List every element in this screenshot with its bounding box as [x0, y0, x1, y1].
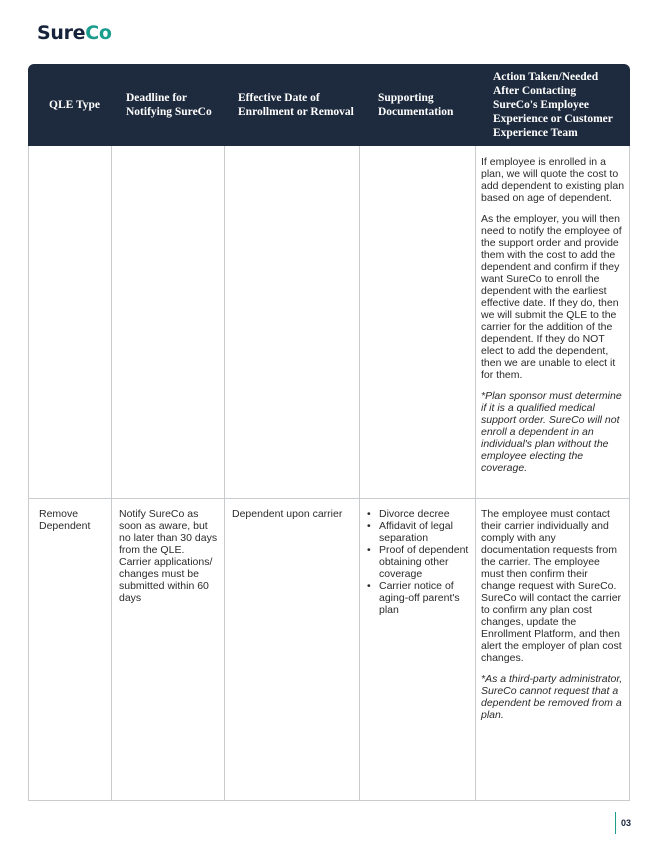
table-header	[28, 64, 630, 146]
header-effective-date: Effective Date of Enrollment or Removal	[238, 92, 354, 118]
table-body	[28, 146, 630, 801]
header-supporting-docs: Supporting Documentation	[378, 92, 454, 118]
column-divider	[359, 146, 360, 800]
header-qle-type: QLE Type	[49, 99, 101, 111]
docs-list-item: • Affidavit of legal separation	[367, 520, 471, 544]
row1-action-p2: As the employer, you will then need to notify the employee of the support order and provide them with the cost to add the dependent and confirm if they want SureCo to enroll the dependent with the earliest effective date. If they do, then we will submit the QLE to the carrier for the addition of the dependent. If they do NOT elect to add the dependent, then we are unable to elect it for them.	[481, 213, 622, 381]
docs-list-item: • Divorce decree	[367, 508, 471, 520]
header-action-taken: Action Taken/Needed After Contacting SureCo's Employee Experience or Customer Experience Team	[493, 71, 613, 139]
logo-co: Co	[85, 22, 112, 44]
docs-list-item: • Proof of dependent obtaining other coverage	[367, 544, 471, 580]
qle-table	[28, 64, 630, 801]
row1-action-note: *Plan sponsor must determine if it is a qualified medical support order. SureCo will not enroll a dependent in an individual's plan without the employee electing the coverage.	[481, 390, 622, 474]
row1-action-cell	[481, 156, 625, 483]
row2-effective-date: Dependent upon carrier	[232, 508, 343, 520]
row2-docs-cell	[367, 508, 471, 616]
row2-qle-type: Remove Dependent	[39, 508, 91, 532]
column-divider	[475, 146, 476, 800]
docs-list-item: • Carrier notice of aging-off parent's plan	[367, 580, 471, 616]
page-number: 03	[615, 812, 631, 834]
row2-deadline: Notify SureCo as soon as aware, but no later than 30 days from the QLE. Carrier applications/ changes must be submitted within 60 days	[119, 508, 218, 604]
header-deadline: Deadline for Notifying SureCo	[126, 92, 212, 118]
logo-sure: Sure	[37, 22, 86, 44]
row1-action-p1: If employee is enrolled in a plan, we will quote the cost to add dependent to existing plan based on age of dependent.	[481, 156, 625, 204]
sureco-logo	[37, 22, 112, 44]
docs-list	[367, 508, 471, 616]
row2-action-cell	[481, 508, 625, 730]
row2-action-p1: The employee must contact their carrier individually and comply with any documentation requests from the carrier. The employee must then confirm their change request with SureCo. SureCo will contact the carrier to confirm any plan cost changes, update the Enrollment Platform, and then alert the employer of plan cost changes.	[481, 508, 622, 664]
column-divider	[111, 146, 112, 800]
row-divider	[29, 498, 629, 499]
column-divider	[224, 146, 225, 800]
row2-action-note: *As a third-party administrator, SureCo cannot request that a dependent be removed from a plan.	[481, 673, 623, 721]
